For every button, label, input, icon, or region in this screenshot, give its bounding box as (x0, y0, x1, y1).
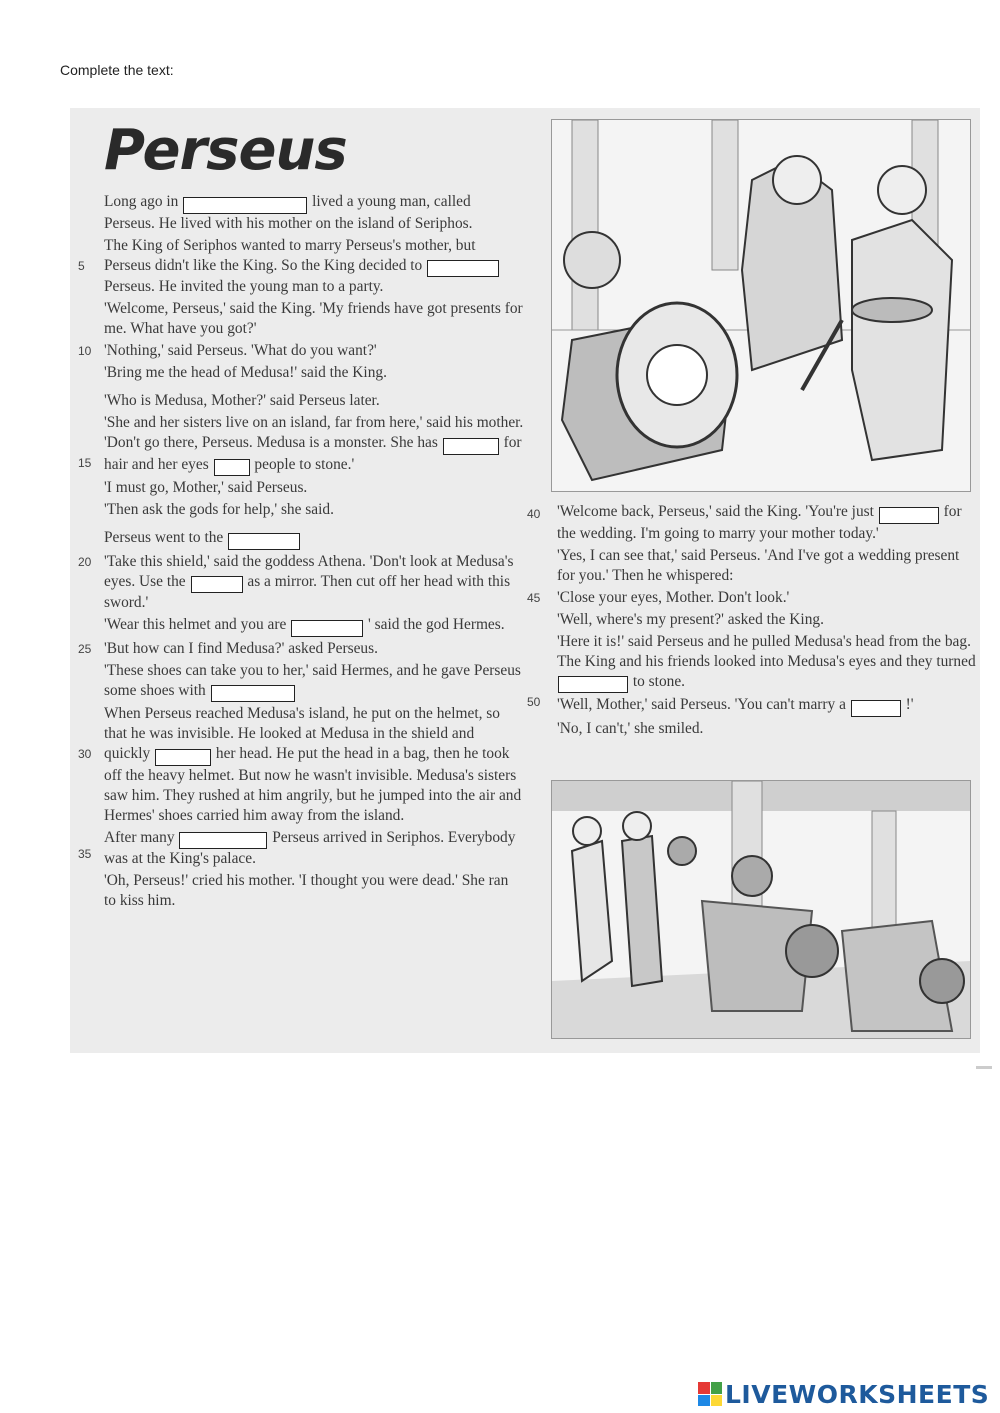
text: 'Yes, I can see that,' said Perseus. 'And I've got a wedding present for you.' Then he whispered: (557, 546, 960, 584)
paragraph (78, 341, 524, 361)
answer-blank-9[interactable] (155, 749, 211, 766)
paragraph (557, 546, 977, 586)
paragraph (104, 528, 524, 550)
answer-blank-12[interactable] (558, 676, 628, 693)
text: 'Well, Mother,' said Perseus. 'You can't marry a (557, 696, 846, 713)
text: 'She and her sisters live on an island, far from here,' said his mother. 'Don't go there, Perseus. Medusa is a monster. She has (104, 414, 524, 451)
paragraph (104, 391, 524, 411)
text: 'Bring me the head of Medusa!' said the King. (104, 364, 387, 381)
logo-squares-icon (698, 1382, 722, 1406)
line-number: 15 (78, 456, 92, 470)
paragraph (78, 413, 524, 476)
line-number: 5 (78, 258, 85, 273)
text: When Perseus reached Medusa's island, he put on the helmet, so that he was invisible. He looked at Medusa in the shield and quickly (104, 705, 500, 762)
story-column-left (78, 192, 524, 913)
text: people to stone.' (254, 455, 355, 473)
logo-text: LIVEWORKSHEETS (725, 1379, 990, 1409)
answer-blank-7[interactable] (291, 620, 363, 637)
text: !' (905, 696, 914, 713)
story-title: Perseus (104, 118, 347, 183)
text: 'But how can I find Medusa?' asked Perseus. (104, 639, 378, 657)
text: 'These shoes can take you to her,' said Hermes, and he gave Perseus some shoes with (104, 661, 521, 699)
logo-square (698, 1382, 710, 1394)
logo-square (711, 1382, 723, 1394)
line-number: 25 (78, 641, 92, 656)
text: ' said the god Hermes. (368, 616, 505, 633)
paragraph (104, 500, 524, 520)
answer-blank-5[interactable] (228, 533, 300, 550)
illustration-presents (551, 119, 971, 492)
text: 'Wear this helmet and you are (104, 616, 287, 633)
line-number: 10 (78, 344, 92, 358)
paragraph (78, 236, 524, 298)
illustration-stone (551, 780, 971, 1039)
story-column-right (527, 502, 977, 741)
text: Long ago in (104, 193, 179, 210)
text: Perseus arrived in Seriphos. Everybody was at the King's palace. (104, 828, 516, 867)
text: 'Here it is!' said Perseus and he pulled Medusa's head from the bag. The King and his friends looked into Medusa's eyes and they turned (557, 632, 976, 670)
text: her head. He put the head in a bag, then he took off the heavy helmet. But now he wasn't invisible. Medusa's sisters saw him. They rushed at him angrily, but he jumped into the air and Hermes' shoes carried him away from the island. (104, 745, 522, 824)
line-number: 50 (527, 694, 541, 709)
answer-blank-8[interactable] (211, 685, 295, 702)
answer-blank-2[interactable] (427, 260, 499, 277)
text: for hair and her eyes (104, 434, 522, 473)
text: 'Nothing,' said Perseus. 'What do you want?' (104, 342, 377, 359)
text: 'Welcome, Perseus,' said the King. 'My friends have got presents for me. What have you got?' (104, 300, 523, 337)
text: After many (104, 828, 175, 846)
answer-blank-10[interactable] (179, 832, 267, 849)
paragraph (104, 299, 524, 339)
paragraph (104, 615, 524, 637)
text: 'Then ask the gods for help,' she said. (104, 501, 334, 518)
line-number: 30 (78, 747, 92, 761)
paragraph (557, 719, 977, 739)
paragraph (104, 828, 524, 870)
paragraph (527, 588, 977, 608)
text: 'Welcome back, Perseus,' said the King. 'You're just (557, 503, 874, 520)
line-number: 40 (527, 507, 541, 521)
text: to stone. (632, 672, 686, 690)
paragraph (104, 363, 524, 383)
text: 'Close your eyes, Mother. Don't look.' (557, 588, 790, 606)
paragraph (78, 639, 524, 659)
paragraph (104, 192, 524, 234)
paragraph (527, 502, 977, 544)
line-number: 45 (527, 590, 541, 605)
paragraph (104, 478, 524, 498)
paragraph (557, 695, 977, 717)
text: for the wedding. I'm going to marry your mother today.' (557, 503, 962, 542)
answer-blank-4[interactable] (214, 459, 250, 476)
paragraph (557, 610, 977, 630)
line-number: 35 (78, 847, 92, 861)
paragraph (104, 871, 524, 911)
answer-blank-6[interactable] (191, 576, 243, 593)
paragraph (104, 661, 524, 703)
logo-square (698, 1395, 710, 1407)
text: The King of Seriphos wanted to marry Perseus's mother, but Perseus didn't like the King. So the King decided to (104, 236, 476, 274)
text: lived a young man, called Perseus. He lived with his mother on the island of Seriphos. (104, 193, 473, 232)
scan-mark (976, 1066, 992, 1069)
logo-square (711, 1395, 723, 1407)
text: 'Well, where's my present?' asked the King. (557, 610, 824, 628)
instruction-text: Complete the text: (60, 62, 174, 78)
answer-blank-13[interactable] (851, 700, 901, 717)
text: 'Who is Medusa, Mother?' said Perseus later. (104, 392, 380, 409)
answer-blank-11[interactable] (879, 507, 939, 524)
text: 'I must go, Mother,' said Perseus. (104, 479, 308, 496)
text: as a mirror. Then cut off her head with this sword.' (104, 572, 511, 611)
answer-blank-3[interactable] (443, 438, 499, 455)
line-number: 20 (78, 554, 92, 569)
text: Perseus went to the (104, 529, 224, 546)
text: 'No, I can't,' she smiled. (557, 719, 704, 737)
paragraph (78, 552, 524, 614)
answer-blank-1[interactable] (183, 197, 307, 214)
liveworksheets-logo[interactable] (698, 1379, 989, 1409)
text: 'Oh, Perseus!' cried his mother. 'I thought you were dead.' She ran to kiss him. (104, 872, 509, 909)
text: Perseus. He invited the young man to a party. (104, 278, 384, 295)
text: 'Take this shield,' said the goddess Athena. 'Don't look at Medusa's eyes. Use the (104, 552, 514, 590)
